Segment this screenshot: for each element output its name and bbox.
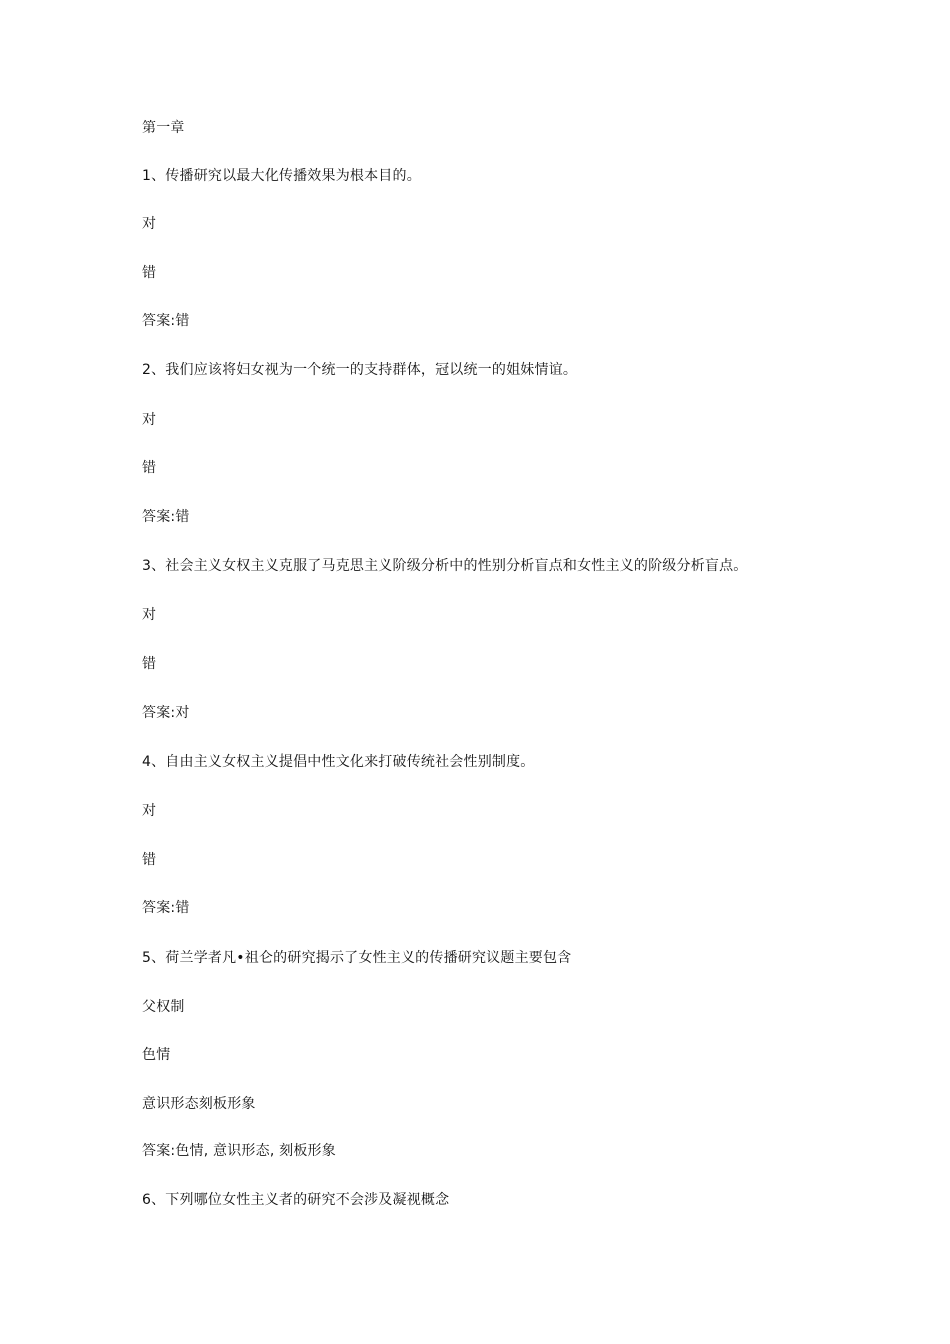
question-1-answer: 答案:错 bbox=[142, 313, 190, 329]
question-4-text: 4、自由主义女权主义提倡中性文化来打破传统社会性别制度。 bbox=[142, 754, 535, 770]
question-5-option-b: 色情 bbox=[142, 1047, 171, 1063]
question-2-option-true: 对 bbox=[142, 412, 157, 428]
question-3-option-false: 错 bbox=[142, 656, 157, 672]
question-5-option-c: 意识形态刻板形象 bbox=[142, 1096, 256, 1112]
question-2-option-false: 错 bbox=[142, 460, 157, 476]
question-6-text: 6、下列哪位女性主义者的研究不会涉及凝视概念 bbox=[142, 1192, 450, 1208]
chapter-title: 第一章 bbox=[142, 120, 185, 136]
question-3-option-true: 对 bbox=[142, 607, 157, 623]
question-4-answer: 答案:错 bbox=[142, 900, 190, 916]
question-3-answer: 答案:对 bbox=[142, 705, 190, 721]
question-1-option-false: 错 bbox=[142, 265, 157, 281]
question-5-answer: 答案:色情, 意识形态, 刻板形象 bbox=[142, 1143, 336, 1159]
question-2-answer: 答案:错 bbox=[142, 509, 190, 525]
question-4-option-true: 对 bbox=[142, 803, 157, 819]
question-1-text: 1、传播研究以最大化传播效果为根本目的。 bbox=[142, 168, 421, 184]
question-4-option-false: 错 bbox=[142, 852, 157, 868]
question-3-text: 3、社会主义女权主义克服了马克思主义阶级分析中的性别分析盲点和女性主义的阶级分析盲点。 bbox=[142, 558, 748, 574]
question-1-option-true: 对 bbox=[142, 216, 157, 232]
question-5-option-a: 父权制 bbox=[142, 999, 185, 1015]
question-2-text: 2、我们应该将妇女视为一个统一的支持群体，冠以统一的姐妹情谊。 bbox=[142, 362, 578, 378]
question-5-text: 5、荷兰学者凡•祖仑的研究揭示了女性主义的传播研究议题主要包含 bbox=[142, 950, 572, 966]
